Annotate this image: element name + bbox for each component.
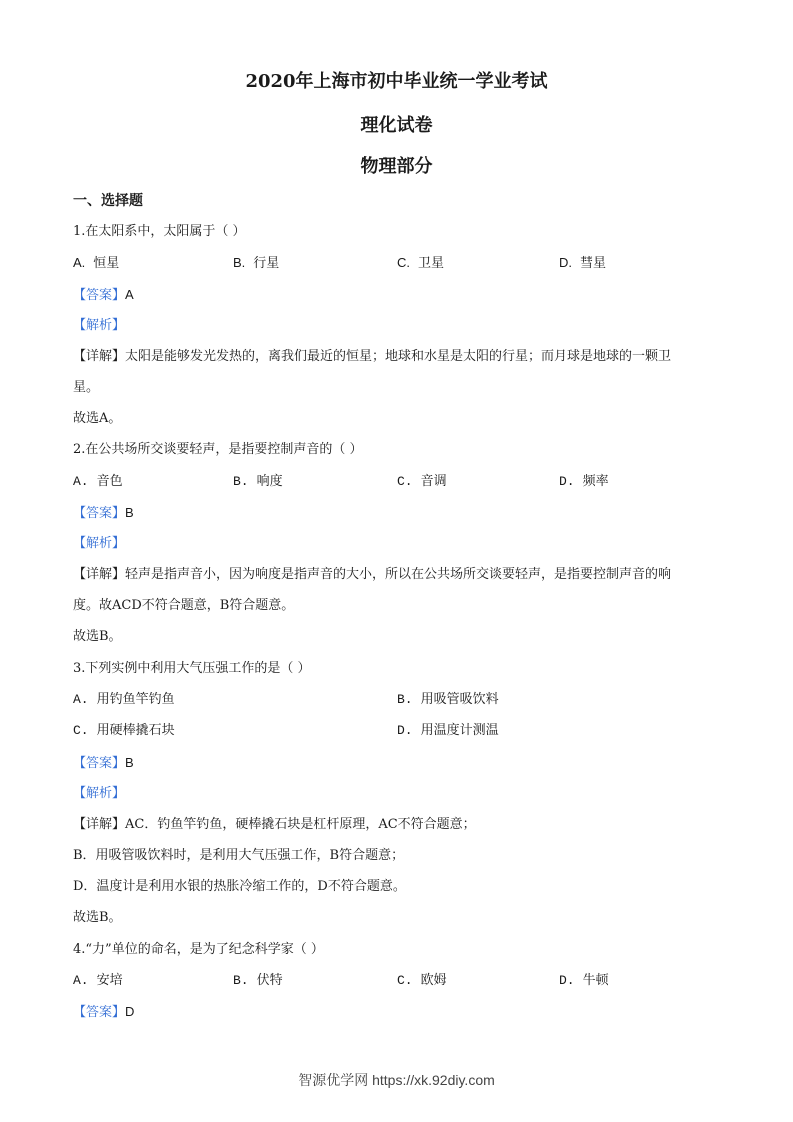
- option-d: D. 牛顿: [559, 973, 609, 988]
- option-c: C. 音调: [397, 474, 447, 489]
- exam-title: 2020年上海市初中毕业统一学业考试: [245, 71, 548, 92]
- question-1-detail: 【详解】太阳是能够发光发热的，离我们最近的恒星；地球和水星是太阳的行星；而月球是地球的一颗卫: [73, 349, 672, 364]
- answer-value: A: [125, 287, 134, 302]
- question-3-answer: [73, 753, 733, 774]
- answer-value: B: [125, 755, 134, 770]
- question-1-analysis-tag: 【解析】: [73, 318, 126, 333]
- question-3-options-row2: [73, 721, 733, 741]
- question-1-detail-cont: 星。: [73, 380, 100, 395]
- option-b: B. 行星: [233, 255, 280, 271]
- question-4-stem: 4.“力”单位的命名，是为了纪念科学家（ ）: [73, 942, 324, 957]
- option-c: C. 欧姆: [397, 973, 447, 988]
- option-d: D. 用温度计测温: [397, 723, 499, 738]
- option-a: A. 安培: [73, 973, 123, 988]
- detail-tag: 【详解】: [73, 349, 126, 364]
- question-2-detail: 【详解】轻声是指声音小，因为响度是指声音的大小，所以在公共场所交谈要轻声，是指要控制声音的响: [73, 567, 672, 582]
- question-1-conclusion: 故选A。: [73, 411, 122, 426]
- question-3-options-row1: [73, 690, 733, 710]
- footer-watermark: 智源优学网 https://xk.92diy.com: [298, 1072, 495, 1088]
- question-3-detail-b: B．用吸管吸饮料时，是利用大气压强工作，B符合题意；: [73, 848, 405, 863]
- question-4-options: [73, 971, 733, 991]
- option-b: B. 伏特: [233, 973, 283, 988]
- question-2-conclusion: 故选B。: [73, 629, 122, 644]
- question-3-detail-d: D．温度计是利用水银的热胀冷缩工作的，D不符合题意。: [73, 879, 406, 894]
- option-a: A. 音色: [73, 474, 123, 489]
- question-3-conclusion: 故选B。: [73, 910, 122, 925]
- question-4-answer: [73, 1002, 733, 1023]
- question-1-stem: 1.在太阳系中，太阳属于（ ）: [73, 224, 246, 239]
- option-b: B. 响度: [233, 474, 283, 489]
- detail-tag: 【详解】: [73, 817, 126, 832]
- answer-value: B: [125, 505, 134, 520]
- answer-tag: 【答案】: [73, 1005, 126, 1020]
- option-a: A. 用钓鱼竿钓鱼: [73, 692, 175, 707]
- question-2-detail-cont: 度。故ACD不符合题意，B符合题意。: [73, 598, 295, 613]
- answer-tag: 【答案】: [73, 288, 126, 303]
- question-3-analysis-tag: 【解析】: [73, 786, 126, 801]
- answer-value: D: [125, 1004, 135, 1019]
- option-a: A. 恒星: [73, 255, 120, 271]
- question-2-analysis-tag: 【解析】: [73, 536, 126, 551]
- exam-part-title: 物理部分: [360, 156, 433, 177]
- question-3-detail: 【详解】AC．钓鱼竿钓鱼，硬棒撬石块是杠杆原理，AC不符合题意；: [73, 817, 476, 832]
- option-b: B. 用吸管吸饮料: [397, 692, 499, 707]
- question-2-answer: [73, 503, 733, 524]
- answer-tag: 【答案】: [73, 506, 126, 521]
- option-c: C. 用硬棒撬石块: [73, 723, 175, 738]
- question-3-stem: 3.下列实例中利用大气压强工作的是（ ）: [73, 661, 311, 676]
- question-2-stem: 2.在公共场所交谈要轻声，是指要控制声音的（ ）: [73, 442, 363, 457]
- option-c: C. 卫星: [397, 255, 445, 271]
- option-d: D. 彗星: [559, 255, 607, 271]
- exam-subtitle: 理化试卷: [360, 115, 433, 136]
- section-heading: 一、选择题: [73, 193, 143, 209]
- question-1-answer: [73, 285, 733, 306]
- option-d: D. 频率: [559, 474, 609, 489]
- question-2-options: [73, 472, 733, 492]
- question-1-options: [73, 253, 733, 273]
- detail-tag: 【详解】: [73, 567, 126, 582]
- answer-tag: 【答案】: [73, 756, 126, 771]
